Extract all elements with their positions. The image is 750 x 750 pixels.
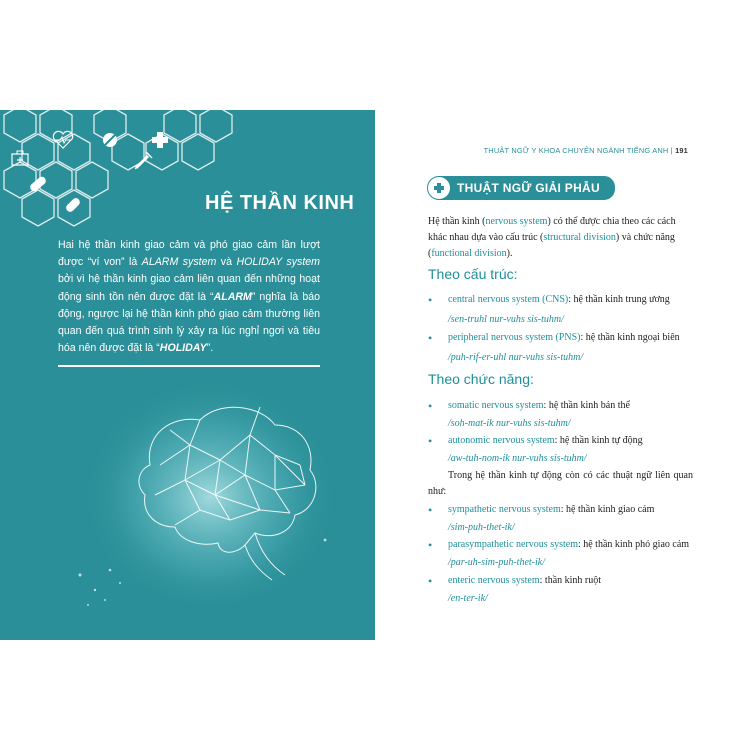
bullet-icon: • bbox=[428, 538, 433, 552]
bullet-icon: • bbox=[428, 574, 433, 588]
heading-structure: Theo cấu trúc: bbox=[428, 266, 518, 282]
medical-cross-icon bbox=[427, 176, 451, 200]
brain-illustration bbox=[60, 365, 350, 625]
heartbeat-icon bbox=[52, 130, 74, 150]
list-item: • autonomic nervous system: hệ thần kinh tự động /aw-tuh-nom-ik nur-vuhs sis-tuhm/ bbox=[428, 434, 643, 464]
running-header: THUẬT NGỮ Y KHOA CHUYÊN NGÀNH TIẾNG ANH | 191 bbox=[483, 146, 688, 155]
page-number: 191 bbox=[675, 146, 688, 155]
list-item: • sympathetic nervous system: hệ thần kinh giao cảm /sim-puh-thet-ik/ bbox=[428, 503, 655, 533]
bullet-icon: • bbox=[428, 503, 433, 517]
bullet-icon: • bbox=[428, 399, 433, 413]
capsule-icon bbox=[62, 194, 84, 216]
medical-bag-icon bbox=[10, 150, 30, 166]
paragraph: Trong hệ thần kinh tự động còn có các thuật ngữ liên quan như: bbox=[428, 470, 693, 497]
list-item: • central nervous system (CNS): hệ thần kinh trung ương /sen-truhl nur-vuhs sis-tuhm/ bbox=[428, 293, 670, 325]
bullet-icon: • bbox=[428, 434, 433, 448]
bandage-icon bbox=[26, 172, 50, 196]
list-item: • peripheral nervous system (PNS): hệ thần kinh ngoại biên /puh-rif-er-uhl nur-vuhs sis-tuhm/ bbox=[428, 331, 680, 363]
intro-paragraph: Hai hệ thần kinh giao cảm và phó giao cảm lần lượt được “ví von” là ALARM system và HOLIDAY system bởi vì hệ thần kinh giao cảm liên quan đến những hoạt động sinh tồn nên được đặt là “ALARM” nghĩa là báo động, ngược lại hệ thần kinh phó giao cảm thường liên quan đến quá trình sinh lý xảy ra lúc nghỉ ngơi và tiêu hóa nên được đặt là “HOLIDAY”. bbox=[58, 237, 320, 367]
hexagon-pattern bbox=[0, 110, 240, 230]
bullet-icon: • bbox=[428, 293, 433, 307]
section-title: THUẬT NGỮ GIẢI PHẪU bbox=[457, 181, 600, 195]
list-item: • enteric nervous system: thần kinh ruột /en-ter-ik/ bbox=[428, 574, 602, 604]
heading-function: Theo chức năng: bbox=[428, 371, 534, 387]
list-item: • parasympathetic nervous system: hệ thần kinh phó giao cảm /par-uh-sim-puh-thet-ik/ bbox=[428, 538, 690, 568]
intro-text: Hệ thần kinh (nervous system) có thể được chia theo các cách khác nhau dựa vào cấu trúc (structural division) và chức năng (functional division). bbox=[428, 216, 676, 259]
list-item: • somatic nervous system: hệ thần kinh bản thể /soh-mat-ik nur-vuhs sis-tuhm/ bbox=[428, 399, 630, 429]
syringe-icon bbox=[132, 148, 156, 172]
bullet-icon: • bbox=[428, 331, 433, 345]
left-page bbox=[0, 110, 375, 640]
section-banner bbox=[428, 176, 615, 200]
chapter-title: HỆ THẦN KINH bbox=[205, 192, 355, 214]
right-page bbox=[375, 110, 750, 640]
pill-icon bbox=[100, 130, 120, 150]
medical-cross-icon bbox=[150, 130, 170, 150]
